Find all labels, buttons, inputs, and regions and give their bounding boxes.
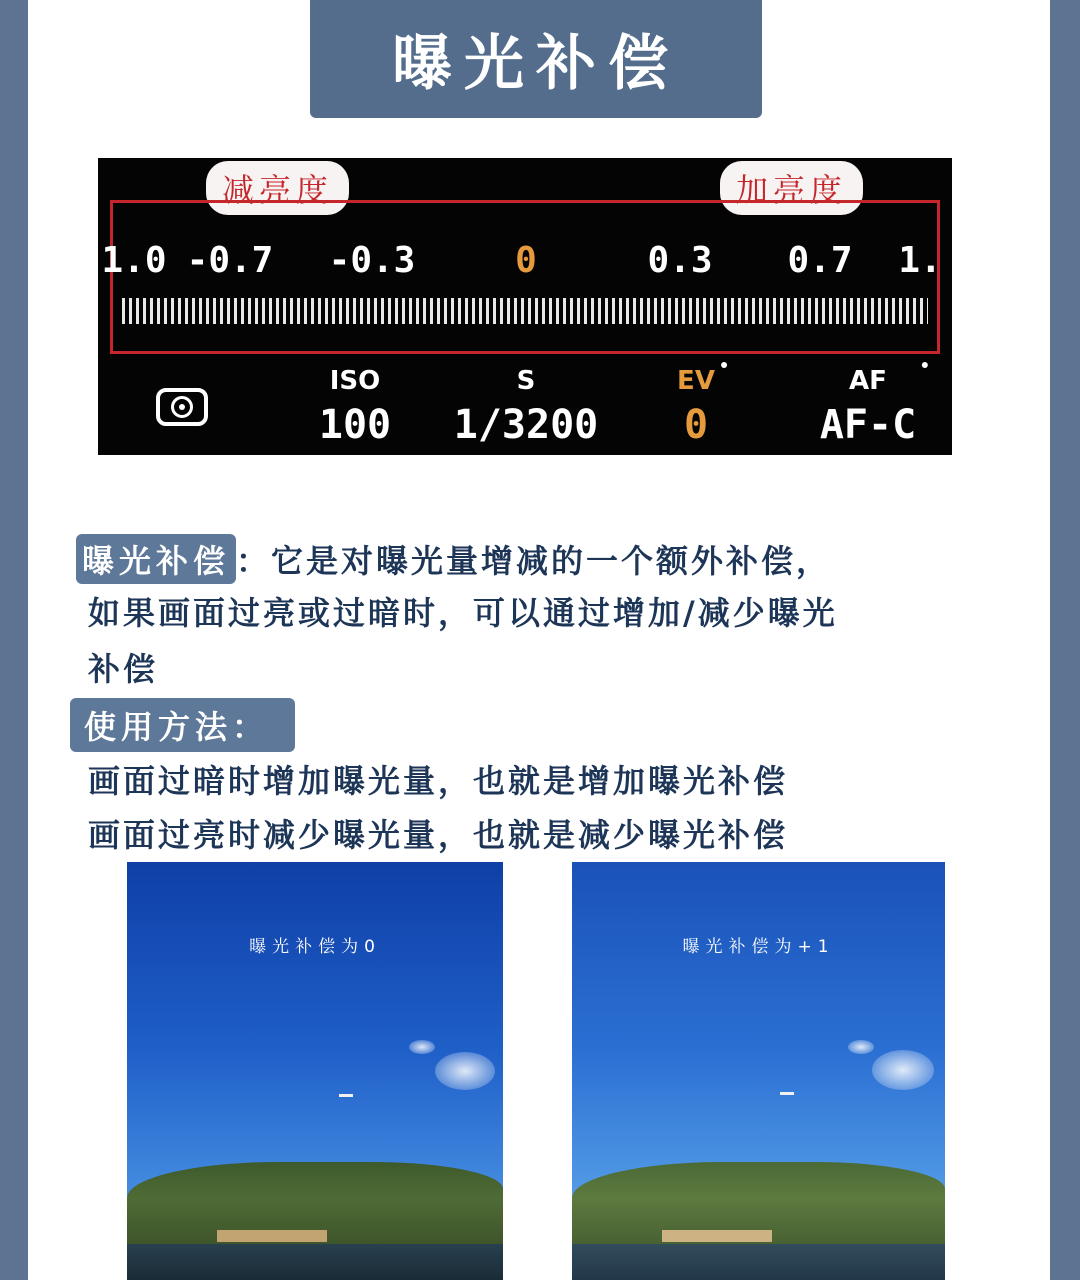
spot-metering-icon xyxy=(156,388,208,426)
definition-term: 曝光补偿 xyxy=(76,534,236,584)
page-title: 曝光补偿 xyxy=(310,0,762,118)
scale-label: 0.3 xyxy=(647,240,713,281)
scale-label: -0.3 xyxy=(328,240,416,281)
iso-label: ISO xyxy=(329,366,381,396)
definition-line-2: 如果画面过亮或过暗时，可以通过增加/减少曝光 xyxy=(88,594,838,632)
definition-text-1: ：它是对曝光量增减的一个额外补偿， xyxy=(236,542,832,580)
definition-line-3: 补偿 xyxy=(88,650,159,688)
photo-exposure-plus-1 xyxy=(572,862,945,1280)
scale-label: 1.0 xyxy=(101,240,167,281)
ev-readout xyxy=(677,366,715,448)
usage-line-2: 画面过亮时减少曝光量，也就是减少曝光补偿 xyxy=(88,816,789,854)
scale-label: 0.7 xyxy=(787,240,853,281)
shutter-value: 1/3200 xyxy=(453,402,599,448)
shutter-readout xyxy=(454,366,599,448)
usage-line-1: 画面过暗时增加曝光量，也就是增加曝光补偿 xyxy=(88,762,789,800)
airplane-icon xyxy=(780,1092,794,1095)
scale-label: 1. xyxy=(898,240,942,281)
photo-caption: 曝光补偿为0 xyxy=(249,937,381,957)
shutter-label: S xyxy=(516,366,536,396)
scale-label-zero: 0 xyxy=(515,240,537,281)
airplane-icon xyxy=(339,1094,353,1097)
usage-heading: 使用方法： xyxy=(70,698,295,752)
camera-exposure-display xyxy=(98,158,952,455)
ev-value: 0 xyxy=(683,402,709,448)
increase-brightness-tag: 加亮度 xyxy=(720,161,863,215)
af-readout xyxy=(820,366,916,448)
decrease-brightness-tag: 减亮度 xyxy=(206,161,349,215)
usage-heading-row xyxy=(70,698,295,752)
photo-exposure-0 xyxy=(127,862,503,1280)
iso-value: 100 xyxy=(318,402,392,448)
scale-label: -0.7 xyxy=(186,240,274,281)
photo-caption: 曝光补偿为+1 xyxy=(682,937,835,957)
af-value: AF-C xyxy=(819,402,917,448)
definition-line-1 xyxy=(76,534,831,584)
ev-label: EV xyxy=(677,366,715,396)
af-label: AF xyxy=(820,366,916,396)
iso-readout xyxy=(319,366,391,448)
exposure-scale-ticks xyxy=(122,298,928,324)
